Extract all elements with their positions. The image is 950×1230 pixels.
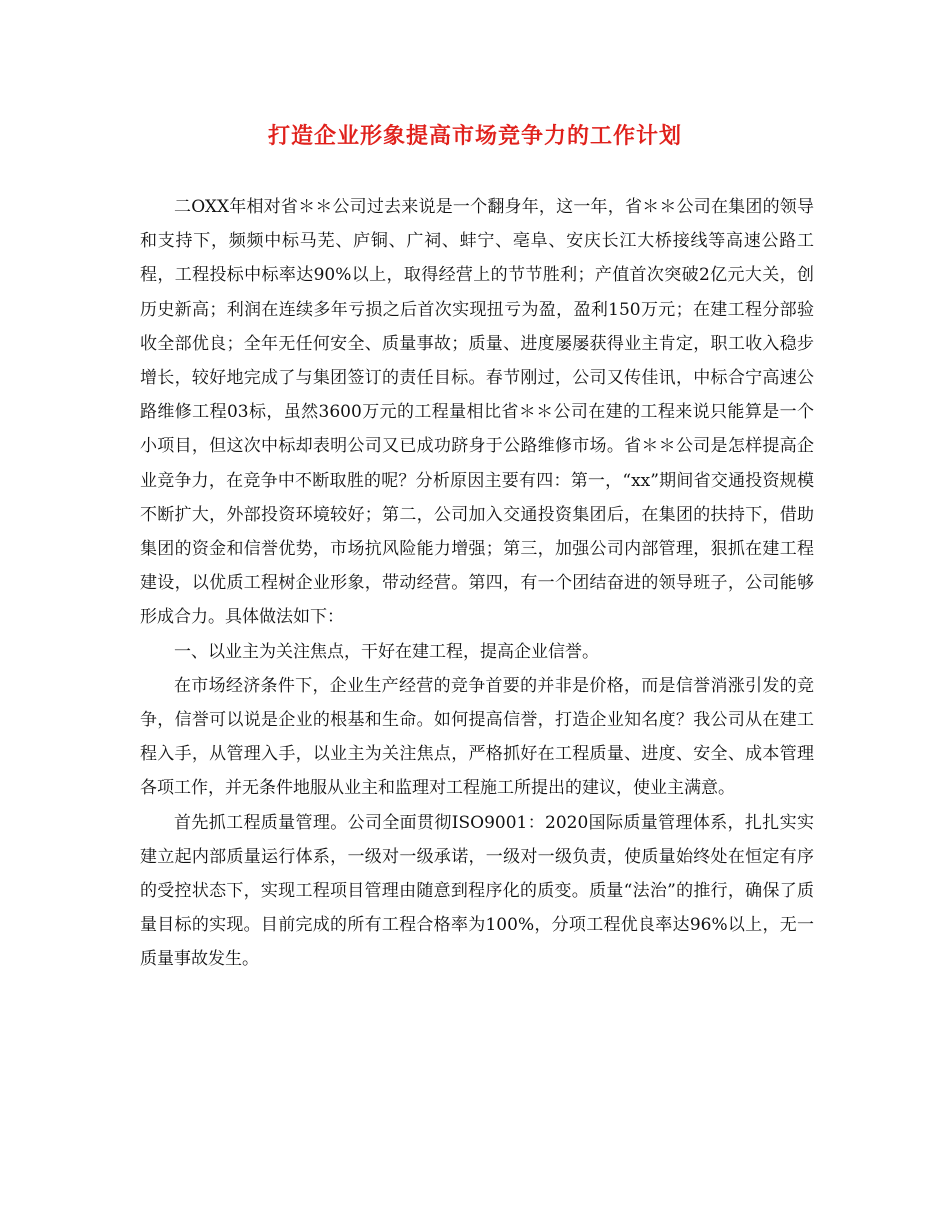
paragraph-quality-management: 首先抓工程质量管理。公司全面贯彻ISO9001：2020国际质量管理体系，扎扎实实建立起内部质量运行体系，一级对一级承诺，一级对一级负责，使质量始终处在恒定有序的受控状态下，实现工程项目管理由随意到程序化的质变。质量“法治”的推行，确保了质量目标的实现。目前完成的所有工程合格率为100%，分项工程优良率达96%以上，无一质量事故发生。 <box>140 812 814 970</box>
paragraph-section-heading: 一、以业主为关注焦点，干好在建工程，提高企业信誉。 <box>174 641 599 662</box>
document-title: 打造企业形象提高市场竞争力的工作计划 <box>267 123 682 149</box>
paragraph-intro: 二OXX年相对省＊＊公司过去来说是一个翻身年，这一年，省＊＊公司在集团的领导和支持下，频频中标马芜、庐铜、广祠、蚌宁、亳阜、安庆长江大桥接线等高速公路工程，工程投标中标率达90%以上，取得经营上的节节胜利；产值首次突破2亿元大关，创历史新高；利润在连续多年亏损之后首次实现扭亏为盈，盈利150万元；在建工程分部验收全部优良；全年无任何安全、质量事故；质量、进度屡屡获得业主肯定，职工收入稳步增长，较好地完成了与集团签订的责任目标。春节刚过，公司又传佳讯，中标合宁高速公路维修工程03标，虽然3600万元的工程量相比省＊＊公司在建的工程来说只能算是一个小项目，但这次中标却表明公司又已成功跻身于公路维修市场。省＊＊公司是怎样提高企业竞争力，在竞争中不断取胜的呢？分析原因主要有四：第一，“xx”期间省交通投资规模不断扩大，外部投资环境较好；第二，公司加入交通投资集团后，在集团的扶持下，借助集团的资金和信誉优势，市场抗风险能力增强；第三，加强公司内部管理，狠抓在建工程建设，以优质工程树企业形象，带动经营。第四，有一个团结奋进的领导班子，公司能够形成合力。具体做法如下： <box>140 197 814 628</box>
document-body <box>140 190 814 977</box>
paragraph-credibility: 在市场经济条件下，企业生产经营的竞争首要的并非是价格，而是信誉消涨引发的竞争，信誉可以说是企业的根基和生命。如何提高信誉，打造企业知名度？我公司从在建工程入手，从管理入手，以业主为关注焦点，严格抓好在工程质量、进度、安全、成本管理各项工作，并无条件地服从业主和监理对工程施工所提出的建议，使业主满意。 <box>140 675 814 799</box>
